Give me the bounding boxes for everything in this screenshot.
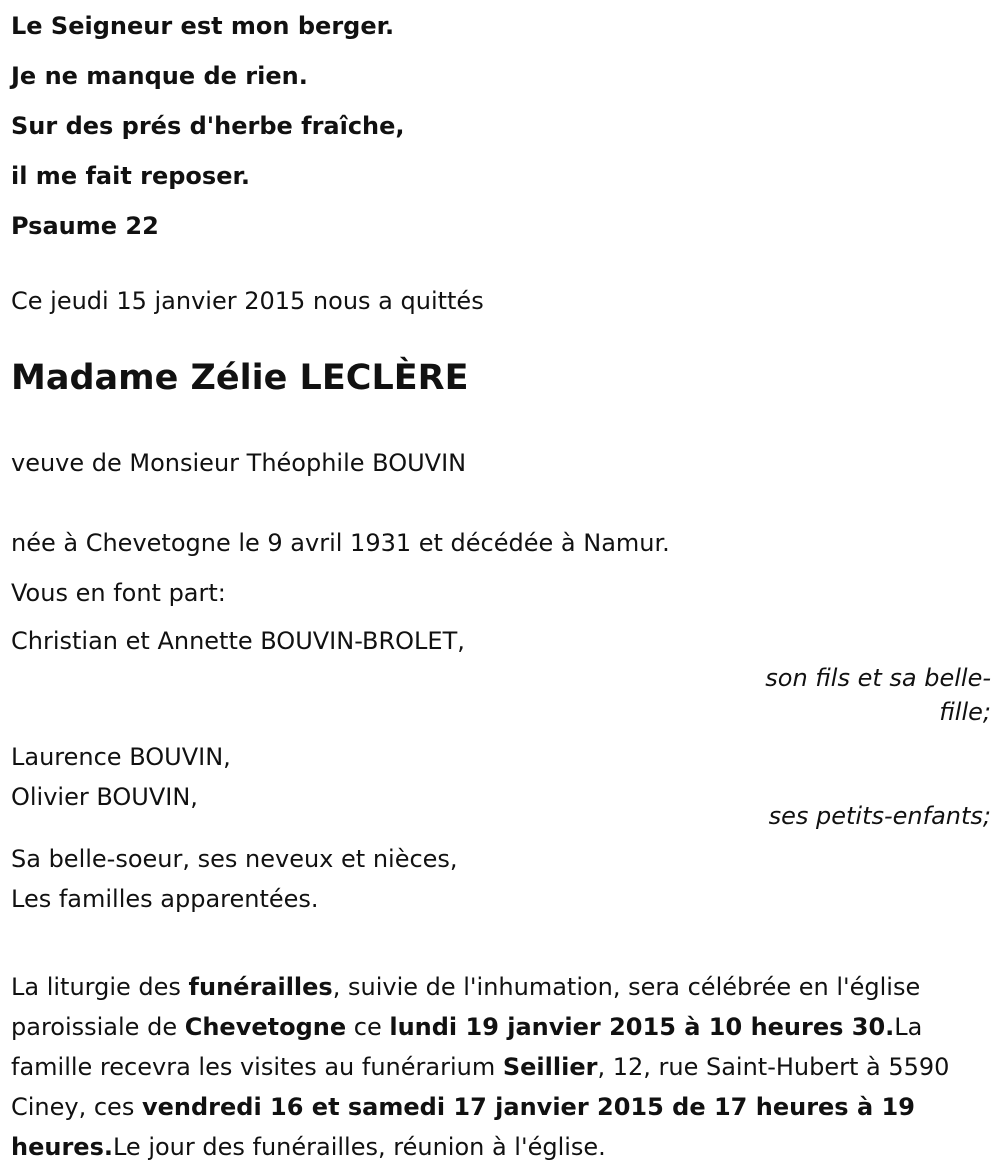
bold-text: funérailles (188, 973, 333, 1001)
family-sister-in-law: Sa belle-soeur, ses neveux et nièces, (11, 845, 458, 873)
obituary-notice (11, 0, 991, 1167)
relation-grandchildren: ses petits-enfants; (768, 802, 991, 830)
other-family-block (11, 839, 991, 919)
widow-of: veuve de Monsieur Théophile BOUVIN (11, 449, 467, 477)
text: , suivie de l'inhumation, sera célébrée en l'église paroissiale de (11, 973, 921, 1041)
psalm-line: Sur des prés d'herbe fraîche, (11, 112, 405, 140)
text: , 12, rue Saint-Hubert à 5590 Ciney, ces (11, 1053, 950, 1121)
deceased-name: Madame Zélie LECLÈRE (11, 358, 469, 398)
text: La liturgie des (11, 973, 189, 1001)
psalm-line: il me fait reposer. (11, 162, 251, 190)
bold-text: Chevetogne (184, 1013, 347, 1041)
psalm-line: Je ne manque de rien. (11, 62, 308, 90)
text: La famille recevra les visites au funérarium (11, 1013, 923, 1081)
funeral-details (11, 967, 991, 1167)
family-son: Christian et Annette BOUVIN-BROLET, (11, 627, 465, 655)
bold-text: vendredi 16 et samedi 17 janvier 2015 de 17 heures à 19 heures. (11, 1093, 915, 1161)
bold-text: lundi 19 janvier 2015 à 10 heures 30. (389, 1013, 895, 1041)
text: ce (346, 1013, 390, 1041)
family-related: Les familles apparentées. (11, 885, 319, 913)
death-announcement: Ce jeudi 15 janvier 2015 nous a quittés (11, 287, 484, 315)
announce-label: Vous en font part: (11, 579, 226, 607)
text: Le jour des funérailles, réunion à l'église. (112, 1133, 606, 1161)
birth-death-info: née à Chevetogne le 9 avril 1931 et décédée à Namur. (11, 529, 670, 557)
grandchild-name: Olivier BOUVIN, (11, 783, 198, 811)
psalm-line: Le Seigneur est mon berger. (11, 12, 395, 40)
grandchild-name: Laurence BOUVIN, (11, 743, 231, 771)
relation-son: son fils et sa belle-fille; (765, 664, 991, 726)
psalm-reference: Psaume 22 (11, 212, 159, 240)
psalm-quote (11, 0, 991, 251)
bold-text: Seillier (502, 1053, 598, 1081)
